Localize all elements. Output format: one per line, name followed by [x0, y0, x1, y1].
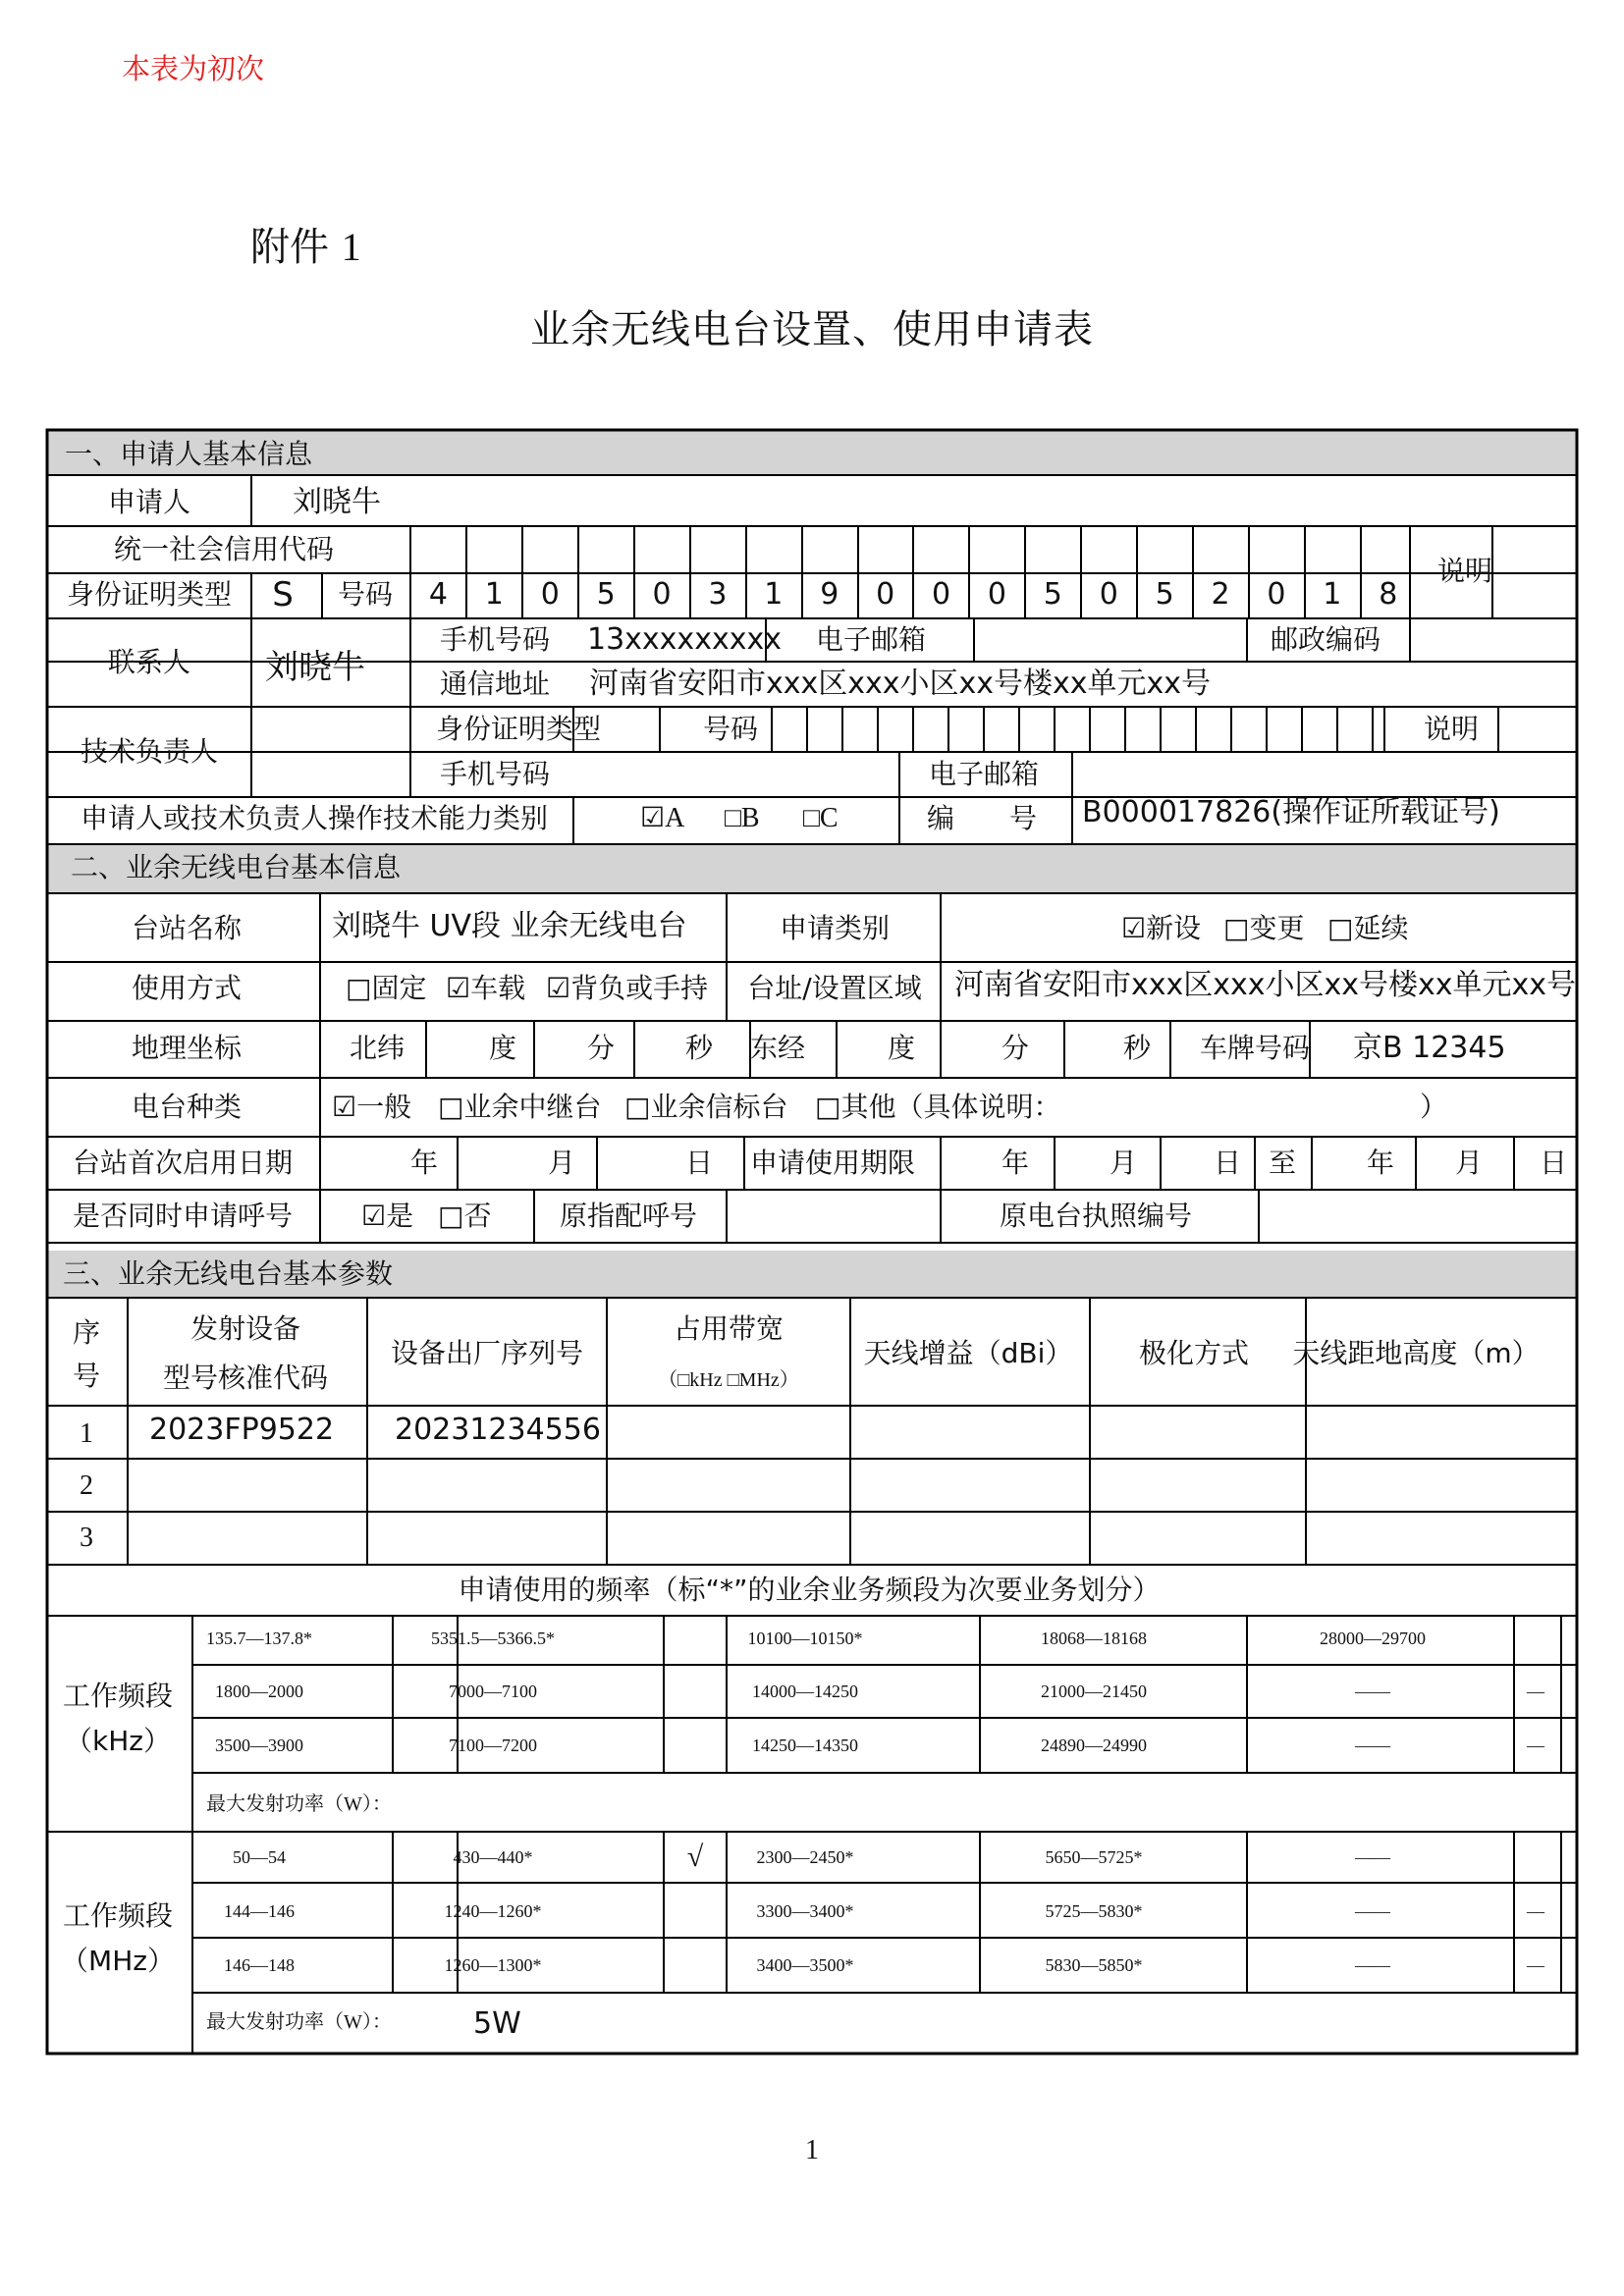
id-digit-14[interactable]: 5 [1155, 577, 1174, 612]
col-model-2: 型号核准代码 [162, 1362, 329, 1394]
khz-band-r1-c5: 28000—29700 [1320, 1629, 1426, 1648]
lat-sec: 秒 [684, 1032, 714, 1064]
khz-label-2: （kHz） [65, 1725, 171, 1757]
khz-band-r2-c4: 21000—21450 [1041, 1682, 1147, 1701]
first-date-day: 日 [684, 1147, 714, 1179]
khz-band-r2-c5: —— [1355, 1682, 1390, 1701]
khz-band-r3-c5: —— [1355, 1735, 1390, 1755]
khz-band-r3-c2: 7100—7200 [449, 1735, 537, 1755]
plate-label: 车牌号码 [1199, 1032, 1311, 1064]
mhz-label-1: 工作频段 [62, 1899, 174, 1932]
mhz-band-r1-c5: —— [1355, 1847, 1390, 1867]
id-digit-16[interactable]: 0 [1267, 577, 1286, 612]
mhz-power-value[interactable]: 5W [473, 2006, 521, 2041]
col-bandwidth-2: （□kHz □MHz） [658, 1369, 799, 1391]
row1-model[interactable]: 2023FP9522 [149, 1413, 335, 1447]
id-digit-10[interactable]: 0 [932, 577, 951, 612]
id-digit-2[interactable]: 1 [484, 577, 504, 612]
khz-band-r1-c2: 5351.5—5366.5* [431, 1629, 555, 1648]
mhz-dash-r3: — [1527, 1955, 1544, 1975]
site-value[interactable]: 河南省安阳市xxx区xxx小区xx号楼xx单元xx号 [954, 968, 1577, 1002]
mhz-label-2: （MHz） [61, 1945, 175, 1977]
tech-email-label: 电子邮箱 [928, 758, 1040, 790]
attachment-number: 1 [341, 225, 361, 269]
lat-label: 北纬 [349, 1032, 406, 1064]
station-name-value[interactable]: 刘晓牛 UV段 业余无线电台 [332, 909, 687, 943]
khz-band-r3-c3: 14250—14350 [752, 1735, 858, 1755]
apply-type-new[interactable]: ☑新设 [1121, 912, 1202, 944]
period-to: 至 [1268, 1147, 1297, 1179]
row1-serial[interactable]: 20231234556 [395, 1413, 601, 1447]
tech-id-type-label: 身份证明类型 [435, 713, 602, 745]
id-digit-7[interactable]: 1 [764, 577, 784, 612]
contact-label: 联系人 [107, 646, 191, 678]
id-digit-6[interactable]: 3 [708, 577, 728, 612]
credit-code-label: 统一社会信用代码 [113, 533, 335, 565]
lon-deg: 度 [887, 1032, 916, 1064]
ability-label: 申请人或技术负责人操作技术能力类别 [80, 802, 549, 834]
contact-value[interactable]: 刘晓牛 [265, 648, 365, 687]
period-start-day: 日 [1213, 1147, 1242, 1179]
mhz-band-r3-c2: 1260—1300* [444, 1955, 542, 1975]
khz-band-r3-c1: 3500—3900 [215, 1735, 303, 1755]
ability-option-a[interactable]: ☑A [640, 803, 685, 833]
tech-number-label: 号码 [702, 713, 759, 745]
mhz-band-r1-c2: 430—440* [453, 1847, 533, 1867]
lat-deg: 度 [488, 1032, 517, 1064]
khz-band-r2-c2: 7000—7100 [449, 1682, 537, 1701]
khz-band-r1-c1: 135.7—137.8* [206, 1629, 312, 1648]
first-date-month: 月 [547, 1147, 576, 1179]
mhz-checkmark[interactable]: √ [686, 1841, 704, 1873]
callsign-question-label: 是否同时申请呼号 [72, 1200, 294, 1232]
plate-value[interactable]: 京B 12345 [1353, 1031, 1506, 1065]
lon-label: 东经 [749, 1032, 806, 1064]
id-digit-9[interactable]: 0 [876, 577, 895, 612]
row3-seq: 3 [80, 1522, 93, 1553]
apply-type-change[interactable]: □变更 [1223, 912, 1305, 944]
cert-no-label: 编 号 [926, 802, 1038, 834]
first-date-year: 年 [409, 1147, 439, 1179]
mhz-band-r3-c1: 146—148 [224, 1955, 295, 1975]
khz-dash-r3: — [1527, 1735, 1544, 1755]
site-label: 台址/设置区域 [747, 972, 922, 1004]
apply-type-extend[interactable]: □延续 [1327, 912, 1409, 944]
applicant-value[interactable]: 刘晓牛 [293, 485, 381, 519]
kind-other[interactable]: □其他（具体说明： [815, 1091, 1061, 1123]
station-name-label: 台站名称 [131, 912, 243, 944]
freq-caption: 申请使用的频率（标“*”的业余业务频段为次要业务划分） [458, 1574, 1161, 1606]
email-label: 电子邮箱 [815, 623, 927, 656]
id-type-value[interactable]: S [272, 575, 294, 614]
applicant-label: 申请人 [107, 486, 191, 518]
kind-repeater[interactable]: □业余中继台 [438, 1091, 602, 1123]
id-digit-1[interactable]: 4 [428, 577, 448, 612]
mhz-power-label: 最大发射功率（W）： [206, 2011, 392, 2033]
lon-min: 分 [1001, 1032, 1030, 1064]
kind-general[interactable]: ☑一般 [332, 1091, 412, 1123]
lat-min: 分 [586, 1032, 616, 1064]
col-seq-1: 序 [72, 1316, 101, 1349]
section1-heading: 一、申请人基本信息 [65, 438, 313, 470]
tech-explain-label: 说明 [1423, 713, 1480, 745]
orig-callsign-label: 原指配呼号 [559, 1200, 698, 1232]
khz-label-1: 工作频段 [62, 1680, 174, 1712]
first-time-note: 本表为初次 [122, 52, 265, 85]
callsign-no[interactable]: □否 [438, 1200, 492, 1232]
khz-band-r1-c4: 18068—18168 [1041, 1629, 1147, 1648]
period-label: 申请使用期限 [749, 1147, 916, 1179]
kind-beacon[interactable]: □业余信标台 [624, 1091, 788, 1123]
khz-band-r1-c3: 10100—10150* [747, 1629, 863, 1648]
mhz-band-r2-c2: 1240—1260* [444, 1901, 542, 1921]
mhz-band-r1-c1: 50—54 [233, 1847, 286, 1867]
orig-license-label: 原电台执照编号 [999, 1200, 1193, 1232]
col-bandwidth-1: 占用带宽 [673, 1312, 785, 1345]
address-label: 通信地址 [439, 667, 551, 700]
tech-mobile-label: 手机号码 [439, 758, 551, 790]
col-height: 天线距地高度（m） [1292, 1337, 1540, 1369]
explain-label: 说明 [1436, 555, 1493, 587]
mobile-label: 手机号码 [439, 623, 551, 656]
mhz-band-r3-c3: 3400—3500* [756, 1955, 854, 1975]
usage-label: 使用方式 [131, 972, 243, 1004]
attachment-text: 附件 [250, 225, 329, 270]
mhz-band-r2-c5: —— [1355, 1901, 1390, 1921]
coord-label: 地理坐标 [131, 1032, 243, 1064]
kind-other-close: ） [1420, 1091, 1448, 1123]
first-date-label: 台站首次启用日期 [72, 1147, 294, 1179]
ability-option-b[interactable]: □B [725, 803, 760, 833]
col-model-1: 发射设备 [189, 1312, 301, 1345]
mhz-band-r3-c4: 5830—5850* [1045, 1955, 1143, 1975]
col-seq-2: 号 [72, 1360, 101, 1392]
cert-no-value[interactable]: B000017826(操作证所载证号) [1082, 795, 1500, 829]
callsign-yes[interactable]: ☑是 [361, 1200, 414, 1232]
row2-seq: 2 [80, 1470, 93, 1501]
section2-heading: 二、业余无线电台基本信息 [71, 851, 402, 883]
mhz-band-r2-c3: 3300—3400* [756, 1901, 854, 1921]
usage-fixed[interactable]: □固定 [346, 972, 427, 1004]
id-digit-17[interactable]: 1 [1323, 577, 1342, 612]
ability-option-c[interactable]: □C [803, 803, 839, 833]
period-end-year: 年 [1366, 1147, 1395, 1179]
postcode-label: 邮政编码 [1270, 623, 1381, 656]
khz-band-r2-c1: 1800—2000 [215, 1682, 303, 1701]
khz-band-r3-c4: 24890—24990 [1041, 1735, 1147, 1755]
address-value[interactable]: 河南省安阳市xxx区xxx小区xx号楼xx单元xx号 [589, 667, 1212, 701]
id-digit-3[interactable]: 0 [540, 577, 560, 612]
tech-label: 技术负责人 [80, 735, 219, 768]
mobile-value[interactable]: 13xxxxxxxxx [587, 622, 782, 657]
id-digit-11[interactable]: 0 [987, 577, 1006, 612]
mhz-band-r1-c4: 5650—5725* [1045, 1847, 1143, 1867]
mhz-band-r3-c5: —— [1355, 1955, 1390, 1975]
id-type-label: 身份证明类型 [66, 578, 233, 611]
page-number: 1 [805, 2135, 819, 2165]
period-end-month: 月 [1454, 1147, 1484, 1179]
col-serial: 设备出厂序列号 [390, 1337, 584, 1369]
id-digit-15[interactable]: 2 [1211, 577, 1230, 612]
period-start-year: 年 [1001, 1147, 1030, 1179]
mhz-band-r2-c4: 5725—5830* [1045, 1901, 1143, 1921]
id-digit-5[interactable]: 0 [652, 577, 672, 612]
id-digit-18[interactable]: 8 [1379, 577, 1398, 612]
khz-dash-r2: — [1527, 1682, 1544, 1701]
mhz-dash-r2: — [1527, 1901, 1544, 1921]
usage-vehicle[interactable]: ☑车载 [446, 972, 526, 1004]
id-number-label: 号码 [337, 578, 394, 611]
section3-heading: 三、业余无线电台基本参数 [63, 1257, 394, 1290]
row1-seq: 1 [80, 1418, 93, 1449]
khz-band-r2-c3: 14000—14250 [752, 1682, 858, 1701]
kind-label: 电台种类 [131, 1091, 243, 1123]
col-gain: 天线增益（dBi） [863, 1337, 1073, 1369]
id-digit-4[interactable]: 5 [596, 577, 616, 612]
period-start-month: 月 [1109, 1147, 1138, 1179]
form-title: 业余无线电台设置、使用申请表 [530, 307, 1094, 352]
mhz-band-r2-c1: 144—146 [224, 1901, 295, 1921]
period-end-day: 日 [1539, 1147, 1568, 1179]
mhz-band-r1-c3: 2300—2450* [756, 1847, 854, 1867]
lon-sec: 秒 [1122, 1032, 1152, 1064]
col-polarization: 极化方式 [1138, 1337, 1250, 1369]
apply-type-label: 申请类别 [779, 912, 891, 944]
id-digit-8[interactable]: 9 [820, 577, 839, 612]
id-digit-13[interactable]: 0 [1099, 577, 1118, 612]
usage-portable[interactable]: ☑背负或手持 [546, 972, 709, 1004]
id-digit-12[interactable]: 5 [1043, 577, 1062, 612]
khz-power-label: 最大发射功率（W）： [206, 1793, 392, 1815]
